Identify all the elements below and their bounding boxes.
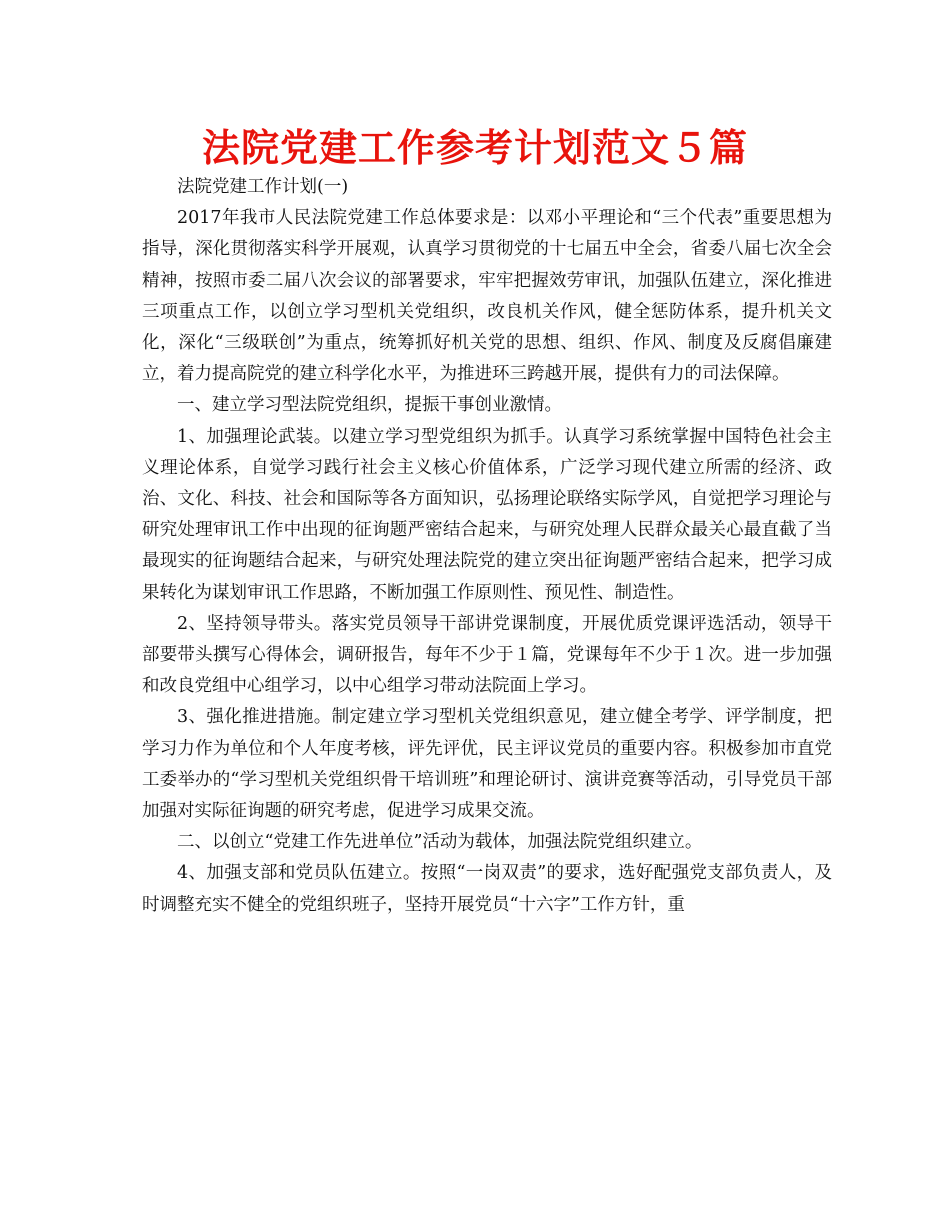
document-title: 法院党建工作参考计划范文５篇 — [201, 126, 748, 170]
paragraph-heading: 一、建立学习型法院党组织，提振干事创业激情。 — [177, 395, 562, 416]
paragraph-heading: 二、以创立“党建工作先进单位”活动为载体，加强法院党组织建立。 — [177, 832, 703, 853]
paragraph: 4、加强支部和党员队伍建立。按照“一岗双责”的要求，选好配强党支部负责人，及时调整充实不健全的党组织班子，坚持开展党员“十六字”工作方针，重 — [142, 863, 832, 915]
paragraph: 2017年我市人民法院党建工作总体要求是：以邓小平理论和“三个代表”重要思想为指导，深化贯彻落实科学开展观，认真学习贯彻党的十七届五中全会，省委八届七次全会精神，按照市委二届八次会议的部署要求，牢牢把握效劳审讯，加强队伍建立，深化推进三项重点工作，以创立学习型机关党组织，改良机关作风，健全惩防体系，提升机关文化，深化“三级联创”为重点，统筹抓好机关党的思想、组织、作风、制度及反腐倡廉建立，着力提高院党的建立科学化水平，为推进环三跨越开展，提供有力的司法保障。 — [142, 208, 832, 385]
paragraph: 2、坚持领导带头。落实党员领导干部讲党课制度，开展优质党课评选活动，领导干部要带头撰写心得体会，调研报告，每年不少于１篇，党课每年不少于１次。进一步加强和改良党组中心组学习，以中心组学习带动法院面上学习。 — [142, 613, 832, 697]
paragraph: 1、加强理论武装。以建立学习型党组织为抓手。认真学习系统掌握中国特色社会主义理论体系，自觉学习践行社会主义核心价值体系，广泛学习现代建立所需的经济、政治、文化、科技、社会和国际等各方面知识，弘扬理论联络实际学风，自觉把学习理论与研究处理审讯工作中出现的征询题严密结合起来，与研究处理人民群众最关心最直截了当最现实的征询题结合起来，与研究处理法院党的建立突出征询题严密结合起来，把学习成果转化为谋划审讯工作思路，不断加强工作原则性、预见性、制造性。 — [142, 426, 832, 603]
document-body — [142, 172, 832, 921]
paragraph-section-heading: 法院党建工作计划(一) — [177, 177, 349, 197]
paragraph: 3、强化推进措施。制定建立学习型机关党组织意见，建立健全考学、评学制度，把学习力作为单位和个人年度考核，评先评优，民主评议党员的重要内容。积极参加市直党工委举办的“学习型机关党组织骨干培训班”和理论研讨、演讲竞赛等活动，引导党员干部加强对实际征询题的研究考虑，促进学习成果交流。 — [142, 707, 832, 822]
